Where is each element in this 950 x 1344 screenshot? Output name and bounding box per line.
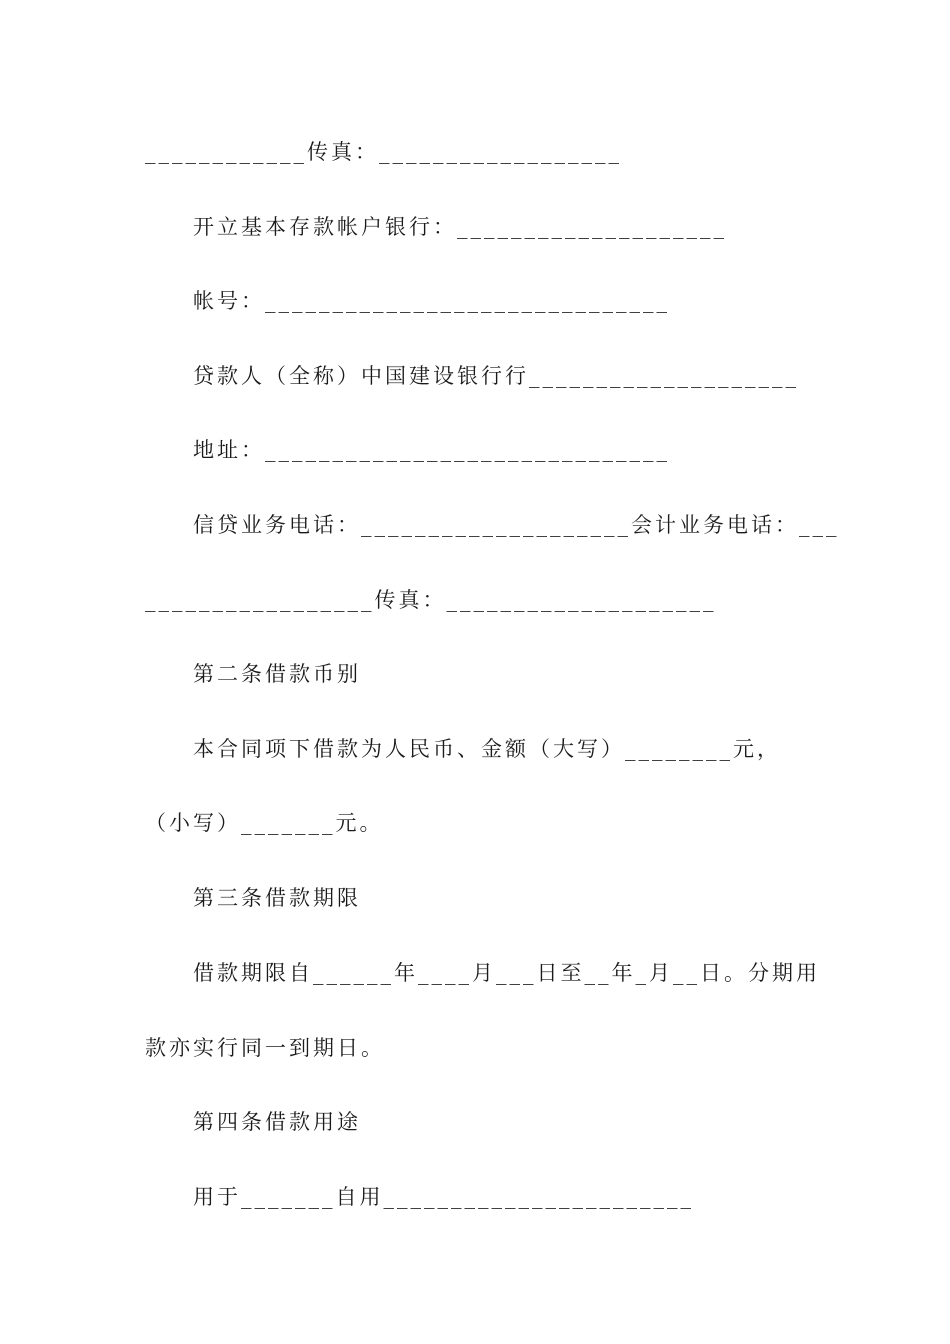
business-phone-line: 信贷业务电话：____________________会计业务电话：___ — [193, 513, 840, 537]
loan-amount-line: 本合同项下借款为人民币、金额（大写）________元， — [193, 737, 781, 761]
fax-line-1: ____________传真：__________________ — [145, 140, 622, 164]
loan-purpose-line: 用于_______自用_______________________ — [193, 1185, 694, 1209]
article-4-heading: 第四条借款用途 — [193, 1110, 361, 1134]
loan-term-line: 借款期限自______年____月___日至__年_月__日。分期用 — [193, 961, 820, 985]
loan-amount-lowercase-line: （小写）_______元。 — [145, 811, 384, 835]
basic-deposit-bank-line: 开立基本存款帐户银行：____________________ — [193, 215, 727, 239]
article-3-heading: 第三条借款期限 — [193, 886, 361, 910]
loan-term-continuation-line: 款亦实行同一到期日。 — [145, 1036, 385, 1060]
article-2-heading: 第二条借款币别 — [193, 662, 361, 686]
account-number-line: 帐号：______________________________ — [193, 289, 670, 313]
fax-line-2: _________________传真：____________________ — [145, 588, 717, 612]
lender-name-line: 贷款人（全称）中国建设银行行____________________ — [193, 364, 799, 388]
address-line: 地址：______________________________ — [193, 438, 670, 462]
